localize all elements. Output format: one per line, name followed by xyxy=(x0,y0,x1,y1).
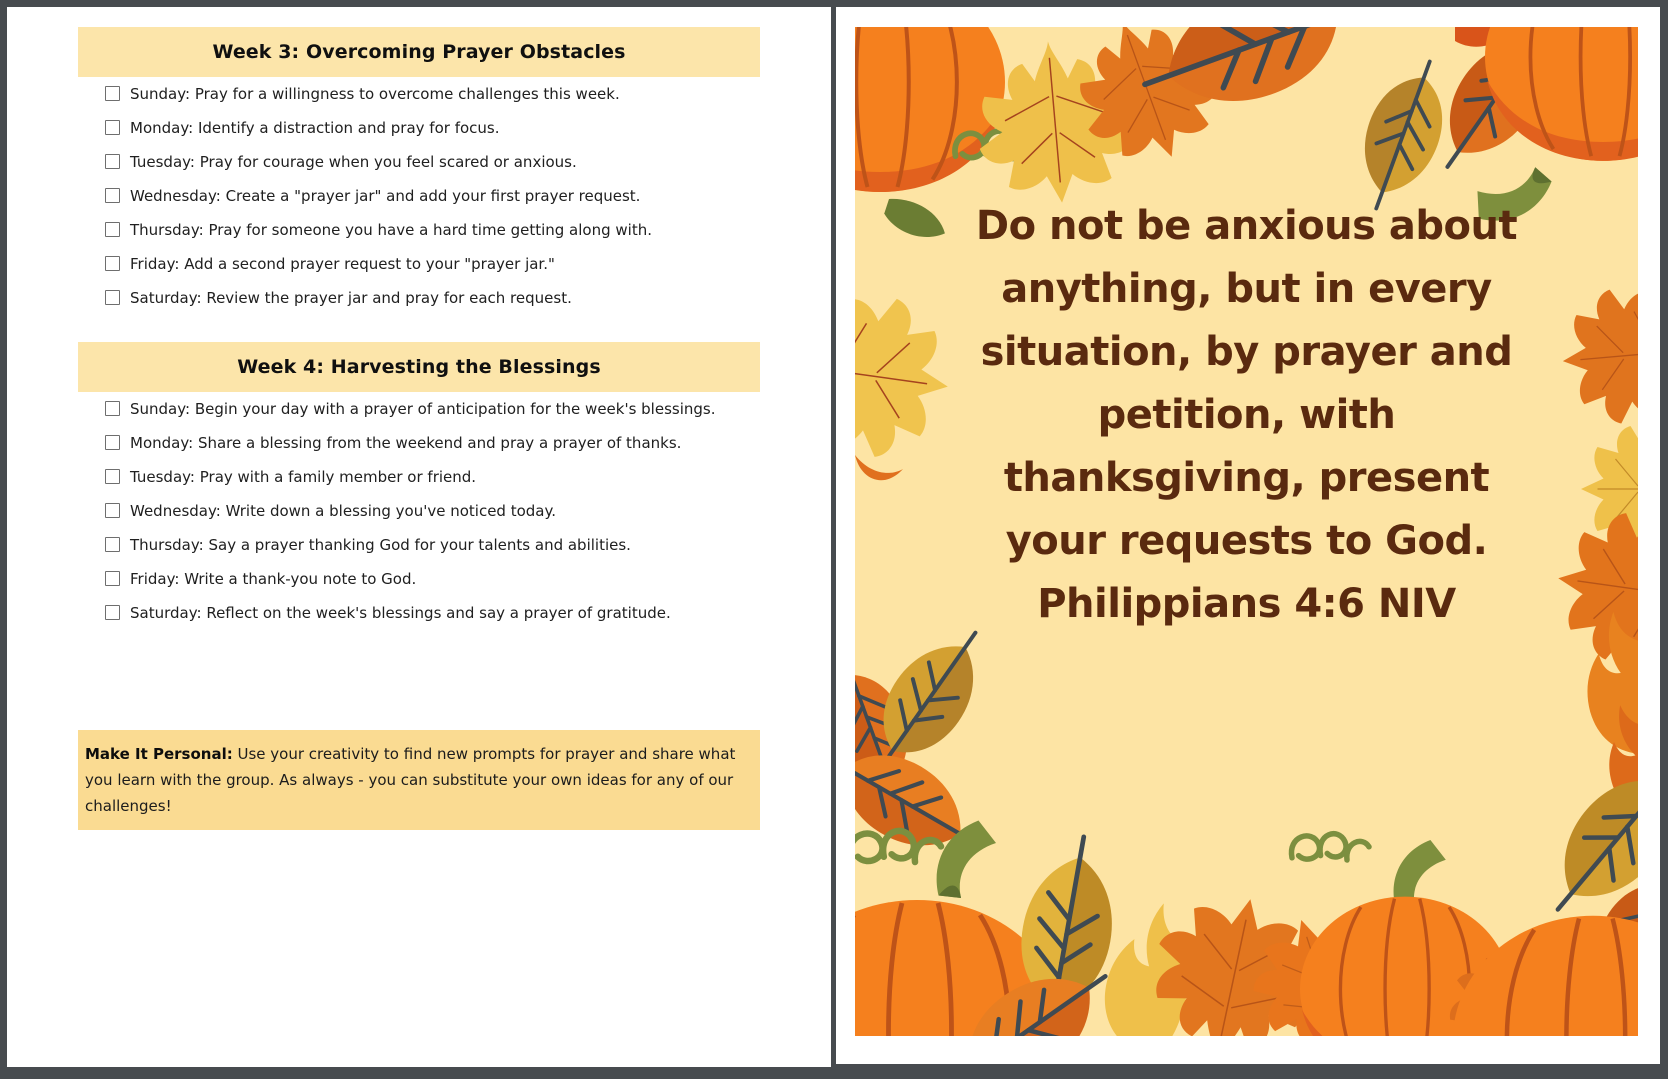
week4-title: Week 4: Harvesting the Blessings xyxy=(237,356,601,378)
checklist-week3 xyxy=(105,77,791,315)
checklist-item: Sunday: Begin your day with a prayer of anticipation for the week's blessings. xyxy=(105,392,791,426)
checkbox-icon xyxy=(105,290,120,305)
week3-header xyxy=(78,27,760,77)
checkbox-icon xyxy=(105,401,120,416)
checkbox-icon xyxy=(105,605,120,620)
page-right xyxy=(836,7,1660,1064)
week3-title: Week 3: Overcoming Prayer Obstacles xyxy=(212,41,626,63)
verse-line: your requests to God. xyxy=(1005,518,1488,564)
checkbox-icon xyxy=(105,571,120,586)
verse-line: Do not be anxious about xyxy=(975,203,1518,249)
bible-verse xyxy=(855,195,1638,636)
checkbox-icon xyxy=(105,469,120,484)
checklist-item: Tuesday: Pray with a family member or friend. xyxy=(105,460,791,494)
make-it-personal-callout xyxy=(78,730,760,830)
checkbox-icon xyxy=(105,537,120,552)
checkbox-icon xyxy=(105,120,120,135)
pumpkin-top-right xyxy=(1485,27,1638,161)
checkbox-icon xyxy=(105,256,120,271)
checklist-item: Tuesday: Pray for courage when you feel scared or anxious. xyxy=(105,145,791,179)
verse-reference: Philippians 4:6 NIV xyxy=(1037,581,1456,627)
autumn-verse-card xyxy=(855,27,1638,1036)
verse-line: anything, but in every xyxy=(1001,266,1492,312)
verse-line: thanksgiving, present xyxy=(1003,455,1490,501)
verse-line: petition, with xyxy=(1097,392,1396,438)
checklist-item: Sunday: Pray for a willingness to overcome challenges this week. xyxy=(105,77,791,111)
checkbox-icon xyxy=(105,435,120,450)
checklist-week4 xyxy=(105,392,791,630)
week4-header xyxy=(78,342,760,392)
callout-text: Use your creativity to find new prompts for prayer and share what you learn with the group. As always - you can substitute your own ideas for any of our challenges! xyxy=(85,745,736,815)
callout-label: Make It Personal: xyxy=(85,745,233,763)
checklist-item: Thursday: Pray for someone you have a hard time getting along with. xyxy=(105,213,791,247)
checklist-item: Monday: Identify a distraction and pray for focus. xyxy=(105,111,791,145)
checklist-item: Wednesday: Create a "prayer jar" and add your first prayer request. xyxy=(105,179,791,213)
checklist-item: Monday: Share a blessing from the weekend and pray a prayer of thanks. xyxy=(105,426,791,460)
page-left xyxy=(7,7,831,1067)
checklist-item: Friday: Add a second prayer request to your "prayer jar." xyxy=(105,247,791,281)
checklist-item: Thursday: Say a prayer thanking God for your talents and abilities. xyxy=(105,528,791,562)
verse-line: situation, by prayer and xyxy=(980,329,1513,375)
checklist-item: Wednesday: Write down a blessing you've noticed today. xyxy=(105,494,791,528)
checklist-item: Friday: Write a thank-you note to God. xyxy=(105,562,791,596)
checkbox-icon xyxy=(105,188,120,203)
checklist-item: Saturday: Reflect on the week's blessings and say a prayer of gratitude. xyxy=(105,596,791,630)
checkbox-icon xyxy=(105,222,120,237)
checkbox-icon xyxy=(105,154,120,169)
checkbox-icon xyxy=(105,86,120,101)
checkbox-icon xyxy=(105,503,120,518)
vine-tendril-bottomright xyxy=(1291,834,1369,860)
checklist-item: Saturday: Review the prayer jar and pray for each request. xyxy=(105,281,791,315)
